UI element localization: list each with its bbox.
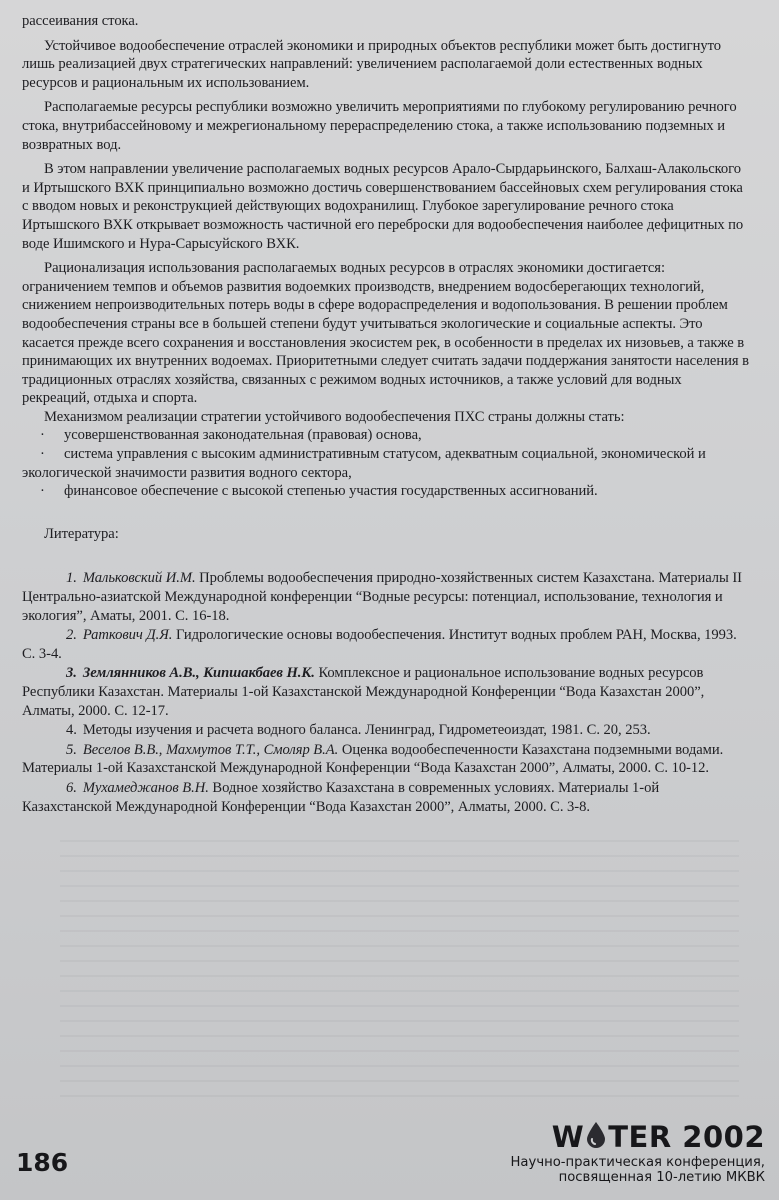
logo-title bbox=[511, 1120, 765, 1156]
logo-subtitle-line1: Научно-практическая конференция, bbox=[510, 1155, 765, 1170]
reference-item bbox=[22, 741, 749, 778]
list-item: · система управления с высоким административным статусом, адекватным социальной, экономической и экологической значимости развития водного сектора, bbox=[22, 445, 749, 482]
page-number: 186 bbox=[16, 1148, 69, 1177]
reference-text: Проблемы водообеспечения природно-хозяйственных систем Казахстана. Материалы II Центрально-азиатской Международной конференции “Водные ресурсы: потенциал, использование, технология и экология”, Аматы, 2001. С. 16-18. bbox=[22, 570, 742, 624]
reference-list bbox=[22, 569, 749, 816]
reference-item bbox=[22, 569, 749, 625]
logo-letter-w: W bbox=[551, 1120, 585, 1154]
conference-logo bbox=[511, 1120, 765, 1185]
list-item: · усовершенствованная законодательная (правовая) основа, bbox=[22, 426, 749, 445]
reference-item bbox=[22, 664, 749, 720]
paragraph: рассеивания стока. bbox=[22, 13, 139, 29]
reference-number: 5. bbox=[66, 741, 77, 758]
list-item: · финансовое обеспечение с высокой степенью участия государственных ассигнований. bbox=[22, 482, 749, 501]
water-drop-icon bbox=[585, 1121, 607, 1156]
reference-text: Гидрологические основы водообеспечения. Институт водных проблем РАН, Москва, 1993. С. 3-4. bbox=[22, 627, 737, 662]
literature-heading: Литература: bbox=[44, 525, 119, 542]
reference-author: Мухамеджанов В.Н. bbox=[82, 779, 209, 796]
reference-number: 2. bbox=[66, 627, 77, 644]
paragraph: Механизмом реализации стратегии устойчивого водообеспечения ПХС страны должны стать: bbox=[44, 408, 625, 425]
reference-author: Землянников А.В., Кипшакбаев Н.К. bbox=[82, 665, 315, 682]
reference-text: Водное хозяйство Казахстана в современных условиях. Материалы 1-ой Казахстанской Международной Конференции “Вода Казахстан 2000”, Алматы, 2000. С. 3-8. bbox=[22, 779, 660, 815]
reference-item bbox=[22, 626, 749, 663]
reference-author: Раткович Д.Я. bbox=[82, 627, 173, 644]
reference-text: Оценка водообеспеченности Казахстана подземными водами. Материалы 1-ой Казахстанской Международной Конференции “Вода Казахстан 2000”, Алматы, 2000. С. 10-12. bbox=[22, 741, 724, 777]
paragraph: Рационализация использования располагаемых водных ресурсов в отраслях экономики достигается: ограничением темпов и объемов развития водоемких производств, внедрением водосберегающих технологий, снижением непроизводительных потерь воды в сфере водораспределения и водопользования. В решении проблем водообеспечения страны все в большей степени будут учитываться экологические и социальные аспекты. Это касается прежде всего сохранения и восстановления экосистем рек, в особенности в пределах их низовьев, а также в принимающих их внутренних водоемах. Приоритетными следует считать задачи поддержания занятости населения в традиционных отраслях хозяйства, связанных с режимом водных источников, а также условий для водных рекреаций, отдыха и спорта. bbox=[22, 260, 749, 407]
reference-text: Методы изучения и расчета водного баланса. Ленинград, Гидрометеоиздат, 1981. С. 20, 253. bbox=[82, 722, 651, 739]
reference-item bbox=[22, 721, 749, 740]
reference-author: Веселов В.В., Махмутов Т.Т., Смоляр В.А. bbox=[82, 741, 339, 758]
paragraph: Устойчивое водообеспечение отраслей экономики и природных объектов республики может быть достигнуто лишь реализацией двух стратегических направлений: увеличением располагаемой доли естественных водных ресурсов и рациональным их использованием. bbox=[22, 37, 721, 91]
reference-item bbox=[22, 779, 749, 816]
reference-number: 6. bbox=[66, 779, 77, 796]
paragraph: Располагаемые ресурсы республики возможно увеличить мероприятиями по глубокому регулированию речного стока, внутрибассейновому и межрегиональному перераспределению стока, а также использованию подземных и возвратных вод. bbox=[22, 99, 737, 153]
reference-number: 3. bbox=[66, 665, 77, 682]
bullet-list bbox=[22, 426, 749, 500]
bleed-through-texture bbox=[60, 840, 739, 1100]
reference-text: Комплексное и рациональное использование водных ресурсов Республики Казахстан. Материалы 1-ой Казахстанской Международной Конференции “Вода Казахстан 2000”, Алматы, 2000. С. 12-17. bbox=[22, 665, 705, 719]
reference-number: 4. bbox=[66, 722, 77, 739]
logo-rest: TER 2002 bbox=[608, 1120, 765, 1154]
reference-author: Мальковский И.М. bbox=[82, 570, 196, 587]
paragraph: В этом направлении увеличение располагаемых водных ресурсов Арало-Сырдарьинского, Балхаш-Алакольского и Иртышского ВХК принципиально возможно достичь совершенствованием бассейновых схем регулирования стока с вводом новых и реконструкцией действующих водохранилищ. Глубокое зарегулирование речного стока Иртышского ВХК открывает возможность частичной его переброски для водообеспечения наиболее дефицитных по воде Ишимского и Нура-Сарысуйского ВХК. bbox=[22, 161, 744, 252]
logo-subtitle-line2: посвященная 10-летию МКВК bbox=[558, 1169, 765, 1185]
body-text bbox=[22, 12, 749, 817]
reference-number: 1. bbox=[66, 570, 77, 587]
